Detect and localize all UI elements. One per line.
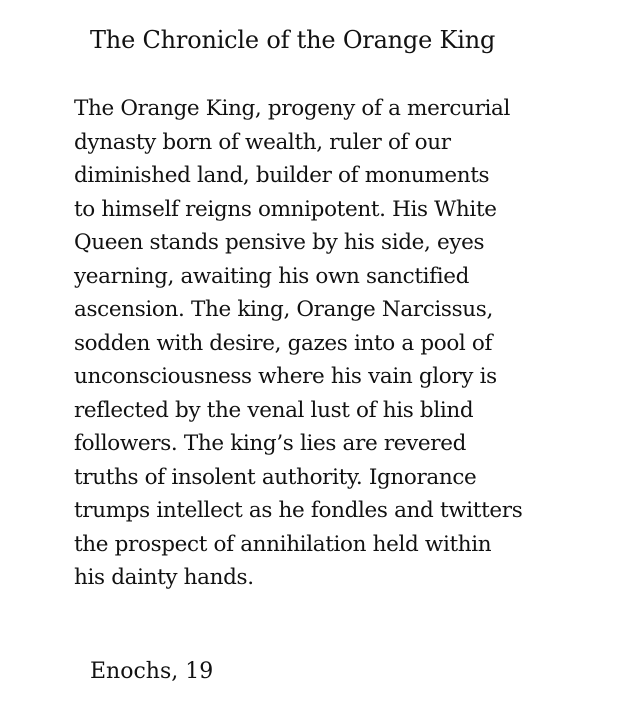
- poem-line-7: ascension. The king, Orange Narcissus,: [74, 297, 493, 322]
- poem-line-4: to himself reigns omnipotent. His White: [74, 196, 497, 222]
- poem-line-3: diminished land, builder of monuments: [74, 163, 490, 188]
- poem-line-1: The Orange King, progeny of a mercurial: [74, 96, 511, 121]
- poem-line-15: his dainty hands.: [74, 565, 254, 590]
- poem-line-13: trumps intellect as he fondles and twitters: [74, 498, 523, 523]
- poem-line-2: dynasty born of wealth, ruler of our: [74, 129, 451, 155]
- poem-line-9: unconsciousness where his vain glory is: [74, 364, 497, 389]
- poem-line-12: truths of insolent authority. Ignorance: [74, 464, 477, 490]
- poem-line-5: Queen stands pensive by his side, eyes: [74, 230, 485, 255]
- poem-line-14: the prospect of annihilation held within: [74, 531, 492, 557]
- poem-line-8: sodden with desire, gazes into a pool of: [74, 330, 493, 356]
- author-signature: Enochs, 19: [90, 659, 214, 684]
- poem-body: [74, 92, 594, 595]
- document-title: The Chronicle of the Orange King: [90, 26, 496, 54]
- poem-line-6: yearning, awaiting his own sanctified: [74, 263, 470, 289]
- poem-line-11: followers. The king’s lies are revered: [74, 431, 466, 456]
- poem-line-10: reflected by the venal lust of his blind: [74, 397, 474, 423]
